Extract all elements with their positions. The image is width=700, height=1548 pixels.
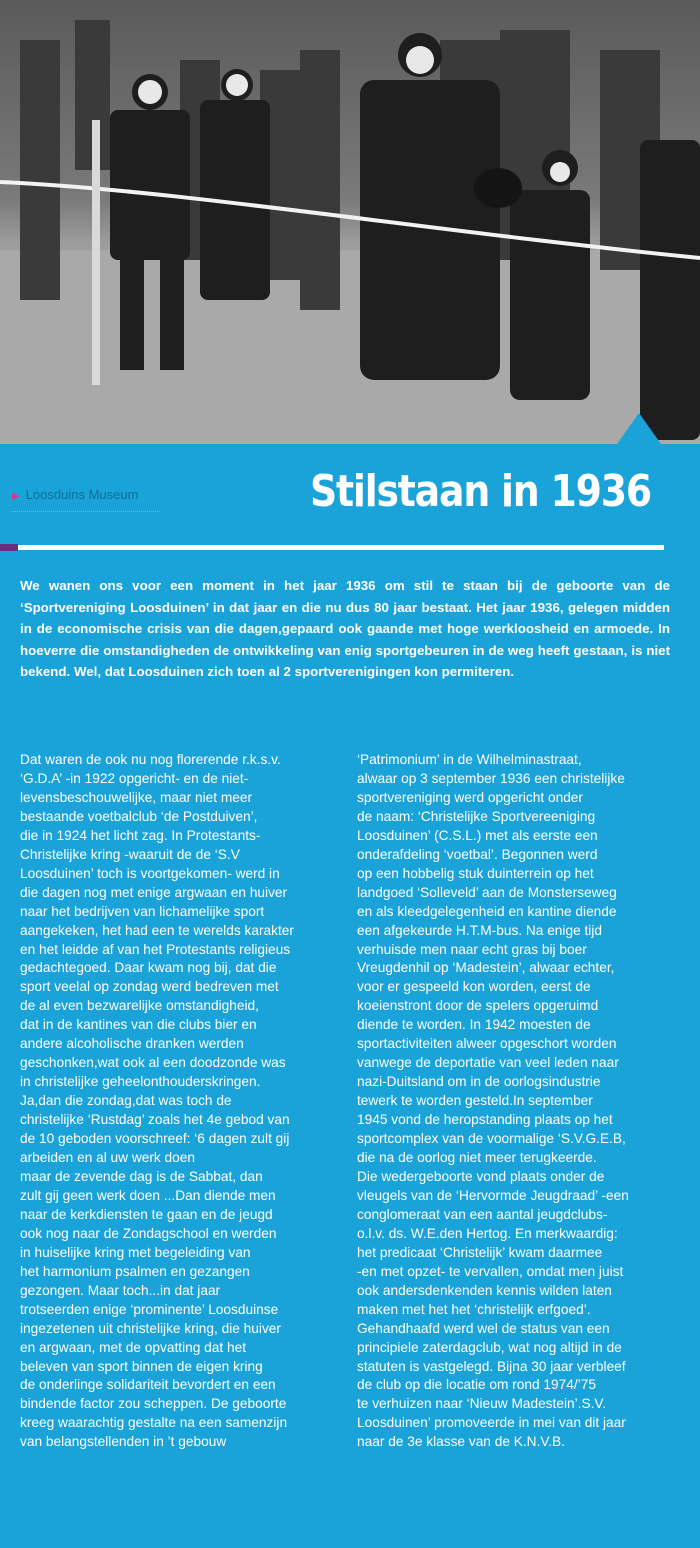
- header-rule: [18, 545, 664, 550]
- photo-notch: [617, 413, 661, 444]
- intro-paragraph: We wanen ons voor een moment in het jaar 1936 om stil te staan bij de geboorte van de ‘Sportvereniging Loosduinen’ in dat jaar en die nu dus 80 jaar bestaat. Het jaar 1936, gelegen midden in de economische crisis van die dagen,gepaard ook gaande met hoge werkloosheid en armoede. In hoeverre die omstandigheden de ontwikkeling van enig sportgebeuren in de weg heeft gestaan, is niet bekend. Wel, dat Loosduinen zich toen al 2 sportverenigingen kon permiteren.: [20, 578, 670, 680]
- article-column-right: ‘Patrimonium’ in de Wilhelminastraat, alwaar op 3 september 1936 een christelijke sportvereniging werd opgericht onder de naam: ‘Christelijke Sportvereeniging Loosduinen’ (C.S.L.) met als eerste een onderafdeling ‘voetbal’. Begonnen werd op een hobbelig stuk duinterrein op het landgoed ‘Solleveld’ aan de Monsterseweg en als kleedgelegenheid en kantine diende een afgekeurde H.T.M-bus. Na enige tijd verhuisde men naar echt gras bij boer Vreugdenhil op ‘Madestein’, alwaar echter, voor er gespeeld kon worden, eerst de koeienstront door de spelers opgeruimd diende te worden. In 1942 moesten de sportactiviteiten alweer opgeschort worden vanwege de deportatie van veel leden naar nazi-Duitsland om in de oorlogsindustrie tewerk te worden gesteld.In september 1945 vond de heropstanding plaats op het sportcomplex van de voormalige ‘S.V.G.E.B, die na de oorlog niet meer terugkeerde. Die wedergeboorte vond plaats onder de vleugels van de ‘Hervormde Jeugdraad’ -een conglomeraat van een aantal jeugdclubs- o.l.v. ds. W.E.den Hertog. En merkwaardig: het predicaat ‘Christelijk’ kwam daarmee -en met opzet- te vervallen, omdat men juist ook andersdenkenden kennis wilden laten maken met het het ‘christelijk erfgoed’. Gehandhaafd werd wel de status van een principiele zaterdagclub, wat nog altijd in de statuten is vastgelegd. Bijna 30 jaar verbleef de club op die locatie om rond 1974/’75 te verhuizen naar ‘Nieuw Madestein’.S.V. Loosduinen’ promoveerde in mei van dit jaar naar de 3e klasse van de K.N.V.B.: [357, 752, 629, 1450]
- triangle-arrow-icon: ▶: [12, 491, 20, 502]
- historical-photo: [0, 0, 700, 444]
- article-column-left: Dat waren de ook nu nog florerende r.k.s.v. ‘G.D.A’ -in 1922 opgericht- en de niet- levensbeschouwelijke, maar niet meer bestaande voetbalclub ‘de Postduiven’, die in 1924 het licht zag. In Protestants- Christelijke kring -waaruit de de ‘S.V Loosduinen’ toch is voortgekomen- werd in die dagen nog met enige argwaan en huiver naar het bedrijven van lichamelijke sport aangekeken, het had een te werelds karakter en het leidde af van het Protestants religieus gedachtegoed. Daar kwam nog bij, dat die sport veelal op zondag werd bedreven met de al even bezwarelijke omstandigheid, dat in de kantines van die clubs bier en andere alcoholische dranken werden geschonken,wat ook al een doodzonde was in christelijke geheelonthouderskringen. Ja,dan die zondag,dat was toch de christelijke ‘Rustdag’ zoals het 4e gebod van de 10 geboden voorschreef: ‘6 dagen zult gij arbeiden en al uw werk doen maar de zevende dag is de Sabbat, dan zult gij geen werk doen ...Dan diende men naar de kerkdiensten te gaan en de jeugd ook nog naar de Zondagschool en werden in huiselijke kring met begeleiding van het harmonium psalmen en gezangen gezongen. Maar toch...in dat jaar trotseerden enige ‘prominente’ Loosduinse ingezetenen uit christelijke kring, die huiver en argwaan, met de opvatting dat het beleven van sport binnen de eigen kring de onderlinge solidariteit bevordert en een bindende factor zou scheppen. De geboorte kreeg waarachtig gestalte na een samenzijn van belangstellenden in ’t gebouw: [20, 752, 294, 1450]
- rule-accent: [0, 544, 18, 551]
- museum-label: [12, 487, 160, 512]
- page-title: Stilstaan in 1936: [310, 466, 652, 517]
- photo-illustration: [0, 0, 700, 444]
- museum-name: Loosduins Museum: [25, 487, 139, 502]
